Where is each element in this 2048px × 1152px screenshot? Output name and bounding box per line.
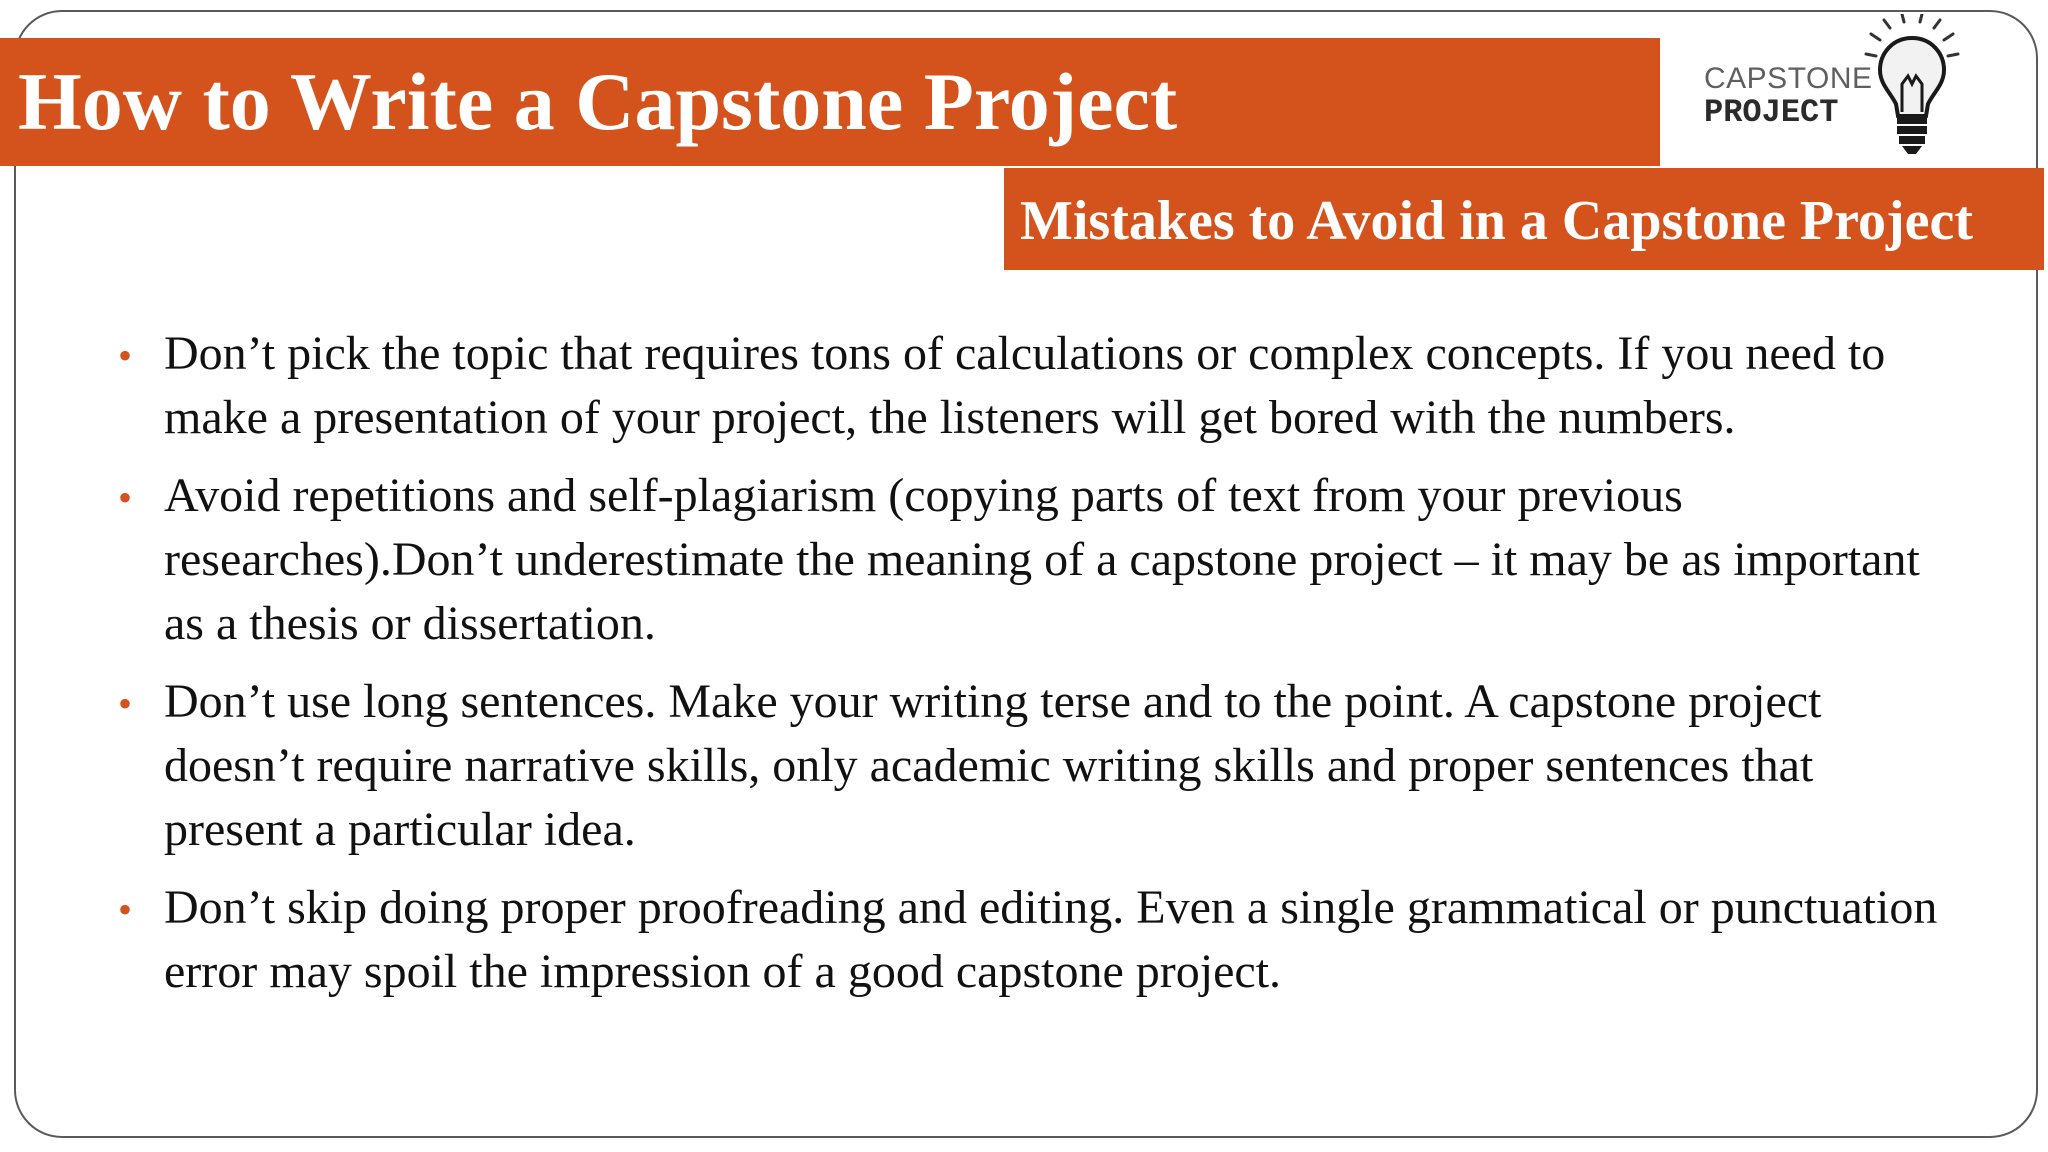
logo-text-project: PROJECT: [1704, 94, 1839, 131]
bullet-text: Don’t use long sentences. Make your writing terse and to the point. A capstone project doesn’t require narrative skills, only academic writing skills and proper sentences that present a particular idea.: [164, 675, 1822, 856]
bullet-marker: •: [118, 333, 133, 378]
bullet-marker: •: [118, 475, 133, 520]
bullet-list: [112, 322, 1962, 1018]
bullet-text: Don’t pick the topic that requires tons of calculations or complex concepts. If you need to make a presentation of your project, the listeners will get bored with the numbers.: [164, 327, 1886, 444]
capstone-project-logo: [1664, 14, 1974, 164]
bullet-text: Avoid repetitions and self-plagiarism (copying parts of text from your previous researches).Don’t underestimate the meaning of a capstone project – it may be as important as a thesis or dissertation.: [164, 469, 1920, 650]
bullet-text: Don’t skip doing proper proofreading and editing. Even a single grammatical or punctuation error may spoil the impression of a good capstone project.: [164, 881, 1938, 998]
slide-title: How to Write a Capstone Project: [18, 56, 1178, 147]
bullet-item: [112, 464, 1962, 656]
bullet-item: [112, 322, 1962, 450]
bullet-marker: •: [118, 681, 133, 726]
slide-subtitle: Mistakes to Avoid in a Capstone Project: [1020, 190, 1973, 252]
bullet-item: [112, 876, 1962, 1004]
bullet-marker: •: [118, 887, 133, 932]
logo-text-capstone: CAPSTONE: [1704, 62, 1873, 95]
light-bulb-icon: [1862, 14, 1974, 164]
bullet-item: [112, 670, 1962, 862]
